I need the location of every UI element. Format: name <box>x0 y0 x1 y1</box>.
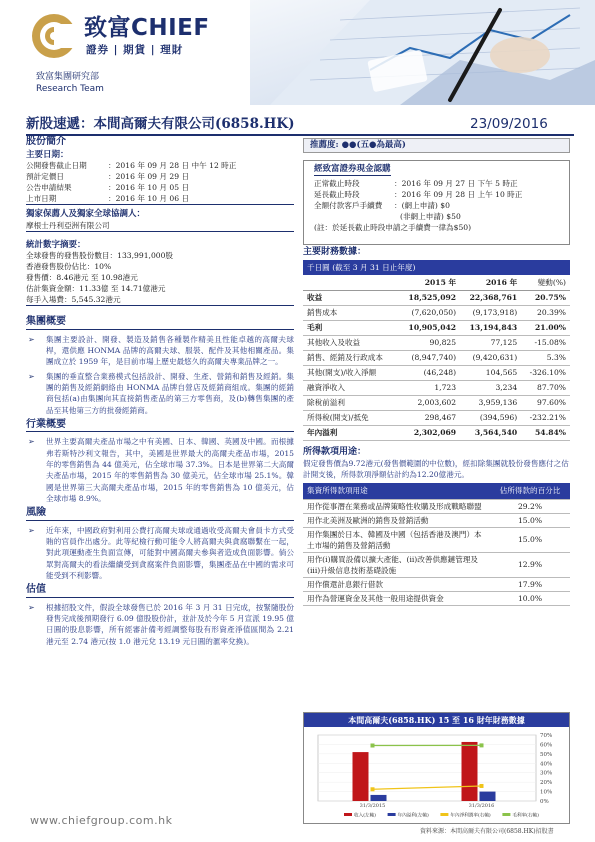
financials-body <box>303 290 570 440</box>
cell-change: -326.10% <box>521 365 570 380</box>
stat-line: 每手入場費：5,545.32港元 <box>26 295 121 305</box>
chief-logo-icon <box>30 12 78 60</box>
industry-point: ➢ 世界主要高爾夫產品市場之中有美國、日本、韓國、英國及中國。而根據弗若斯特沙利文報告，其中，美國是世界最大的高爾夫產品市場，2015 年的零售銷售為 44 億美元，佔全球市場 37.3%。日本是世界第二大高爾夫產品市場，2015 年的零售銷售為 30 億美元，佔全球市場 25.1%。韓國是世界第三大高爾夫產品市場，2015 年的零售銷售為 10 億美元，佔全球市場 8.9%。 <box>26 436 294 504</box>
cell-name: 銷售、經銷及行政成本 <box>303 350 399 365</box>
chart-source: 資料來源：本間高爾夫有限公司(6858.HK)招股書 <box>420 828 554 835</box>
rating-scale: (五●為最高) <box>356 140 406 150</box>
cell-name: 年內溢利 <box>303 425 399 440</box>
col-use: 集資所得款項用途 <box>303 483 490 499</box>
col-2016: 2016 年 <box>460 275 521 290</box>
cell-pct: 17.9% <box>490 577 570 591</box>
key-date-row: 公告申請結果 ：2016 年 10 月 05 日 <box>26 183 190 193</box>
cell-use: 用作償還計息銀行借款 <box>303 577 490 591</box>
tick-label-right: 40% <box>540 761 553 768</box>
table-row <box>303 350 570 365</box>
table-row <box>303 552 570 577</box>
legend-label: 年內淨利潤率(右軸) <box>450 813 491 819</box>
cell-change: 5.3% <box>521 350 570 365</box>
valuation-heading: 估值 <box>26 584 294 598</box>
subscription-row: 正常截止時段 ：2016 年 09 月 27 日 下午 5 時正 <box>314 178 518 188</box>
table-row <box>303 527 570 552</box>
chart-title: 本間高爾夫(6858.HK) 15 至 16 財年財務數據 <box>304 713 569 727</box>
cell-use: 用作北美洲及歐洲的銷售及營銷活動 <box>303 513 490 527</box>
tick-label-right: 30% <box>540 770 553 777</box>
table-row <box>303 380 570 395</box>
col-pct: 佔所得款的百分比 <box>490 483 570 499</box>
profile-heading: 股份簡介 <box>26 136 66 147</box>
bar-profit <box>480 792 496 801</box>
subscription-row: 全額付款客戶手續費 ：(網上申請) $0 <box>314 200 450 210</box>
proceeds-body <box>303 499 570 605</box>
cell-use: 用作從事潛在業務或品牌策略性收購及形成戰略聯盟 <box>303 499 490 513</box>
table-row <box>303 290 570 305</box>
cell-2016: 3,564,540 <box>460 425 521 440</box>
cell-2016: 13,194,843 <box>460 320 521 335</box>
valuation-point: ➢ 根據招股文件，假設全球發售已於 2016 年 3 月 31 日完成，按緊隨股份發售完成後預期發行 6.09 億股股份計，並計及於今年 5 月宣派 19.95 億日圓的股息影響，所有經審計備考經調整每股有形資產淨值區間為 2.21 港元至 2.74 港元(按 1.0 港元兌 13.19 元日圓的滙率兌換)。 <box>26 602 294 647</box>
table-column-row <box>303 275 570 290</box>
cell-name: 收益 <box>303 290 399 305</box>
cell-change: 54.84% <box>521 425 570 440</box>
department-name-en: Research Team <box>36 84 104 94</box>
industry-heading: 行業概要 <box>26 419 294 433</box>
cell-2016: (9,173,918) <box>460 305 521 320</box>
cell-2015: 2,003,602 <box>399 395 460 410</box>
table-row <box>303 320 570 335</box>
cell-2016: 22,368,761 <box>460 290 521 305</box>
sponsor-name: 摩根士丹利亞洲有限公司 <box>26 220 294 232</box>
stats-list <box>26 250 294 306</box>
legend-label: 毛利率(右軸) <box>512 813 539 819</box>
cell-pct: 15.0% <box>490 513 570 527</box>
cell-name: 所得稅(開支)/抵免 <box>303 410 399 425</box>
cell-pct: 12.9% <box>490 552 570 577</box>
cell-name: 毛利 <box>303 320 399 335</box>
cell-2015: 10,905,042 <box>399 320 460 335</box>
cell-change: 21.00% <box>521 320 570 335</box>
subscription-heading: 經致富證券現金認購 <box>314 164 391 174</box>
bar-profit <box>371 795 387 801</box>
proceeds-table <box>303 483 570 606</box>
overview-heading: 集團概要 <box>26 316 294 330</box>
cell-change: -232.21% <box>521 410 570 425</box>
financial-chart <box>303 712 570 824</box>
tick-label-right: 20% <box>540 780 553 787</box>
line-marker <box>480 784 484 788</box>
subscription-box <box>303 160 570 245</box>
legend-swatch <box>344 813 352 816</box>
bar-revenue <box>462 742 478 801</box>
cell-name: 其他(開支)/收入淨額 <box>303 365 399 380</box>
table-row <box>303 395 570 410</box>
legend-swatch <box>440 813 448 816</box>
cell-pct: 29.2% <box>490 499 570 513</box>
cell-2015: 90,825 <box>399 335 460 350</box>
header-hero-image <box>250 0 595 105</box>
legend-label: 收入(左軸) <box>354 813 376 819</box>
tick-label-right: 50% <box>540 751 553 758</box>
cell-change: -15.08% <box>521 335 570 350</box>
stat-line: 估計集資金額：11.33億 至 14.71億港元 <box>26 284 166 294</box>
proceeds-heading: 所得款項用途： <box>303 446 367 457</box>
financials-section <box>303 247 570 606</box>
cell-2016: 3,959,136 <box>460 395 521 410</box>
tick-label-right: 60% <box>540 742 553 749</box>
cell-change: 97.60% <box>521 395 570 410</box>
cell-name: 融資淨收入 <box>303 380 399 395</box>
cell-change: 20.39% <box>521 305 570 320</box>
footer-url[interactable]: www.chiefgroup.com.hk <box>30 814 173 827</box>
table-row <box>303 305 570 320</box>
cell-2015: (46,248) <box>399 365 460 380</box>
chart-canvas <box>304 727 569 823</box>
cell-change: 20.75% <box>521 290 570 305</box>
fee-paper: (非網上申請) $50 <box>400 211 461 221</box>
cell-change: 87.70% <box>521 380 570 395</box>
risk-heading: 風險 <box>26 507 294 521</box>
industry-list <box>26 436 294 504</box>
cell-2015: 1,723 <box>399 380 460 395</box>
sponsor-heading: 獨家保薦人及獨家全球協調人： <box>26 209 146 220</box>
proceeds-intro: 假定發售價為9.72港元(發售價範圍的中位數)，經扣除集團就股份發售應付之估計開支後，所得款項淨額估計約為12.20億港元。 <box>303 459 569 479</box>
cell-2015: (7,620,050) <box>399 305 460 320</box>
tick-label-right: 0% <box>540 799 549 805</box>
stat-line: 發售價：8.46港元 至 10.98港元 <box>26 273 138 283</box>
subscription-note: (註：於延長截止時段申請之手續費一律為$50) <box>314 222 472 232</box>
financials-table <box>303 260 570 441</box>
key-dates-list <box>26 160 294 205</box>
stat-line: 全球發售的發售股份數目：133,991,000股 <box>26 251 174 261</box>
tick-label-right: 10% <box>540 789 553 796</box>
overview-point: ➢ 集團主要設計、開發、製造及銷售各種製作精美且性能卓越的高爾夫球桿，還供應 HONMA 品牌的高爾夫球、服裝、配件及其他相關產品。集團成立於 1959 年，是目前市場上歷史最悠久的高爾夫專業品牌之一。 <box>26 334 294 368</box>
report-title: 新股速遞：本間高爾夫有限公司(6858.HK) <box>26 116 295 132</box>
table-row <box>303 425 570 440</box>
period-label: 千日圓 (截至 3 月 31 日止年度) <box>303 260 570 275</box>
table-row <box>303 513 570 527</box>
table-row <box>303 499 570 513</box>
legend-swatch <box>502 813 510 816</box>
table-header-row <box>303 260 570 275</box>
key-date-row: 預計定價日 ：2016 年 09 月 29 日 <box>26 172 190 182</box>
line-marker <box>371 787 375 791</box>
cell-2016: (9,420,631) <box>460 350 521 365</box>
line-marker <box>371 743 375 747</box>
table-row <box>303 591 570 605</box>
line-marker <box>480 743 484 747</box>
col-change: 變動(%) <box>521 275 570 290</box>
category-label: 31/3/2016 <box>468 803 495 809</box>
key-date-row: 上市日期 ：2016 年 10 月 06 日 <box>26 194 190 204</box>
stat-line: 香港發售股份佔比：10% <box>26 262 112 272</box>
cell-2015: (8,947,740) <box>399 350 460 365</box>
table-header-row <box>303 483 570 499</box>
department-name-zh: 致富集團研究部 <box>36 72 100 82</box>
cell-2015: 18,525,092 <box>399 290 460 305</box>
cell-2016: 3,234 <box>460 380 521 395</box>
report-date: 23/09/2016 <box>470 116 548 132</box>
cell-name: 其他收入及收益 <box>303 335 399 350</box>
table-row <box>303 410 570 425</box>
cell-pct: 15.0% <box>490 527 570 552</box>
key-date-row: 公開發售截止日期 ：2016 年 09 月 28 日 中午 12 時正 <box>26 161 237 171</box>
rating-dots: ●● <box>341 140 357 150</box>
bar-revenue <box>353 752 369 801</box>
brand-tagline: 證券 | 期貨 | 理財 <box>86 44 184 56</box>
table-row <box>303 335 570 350</box>
cell-use: 用作(i)購買設備以擴大產能、(ii)改善供應鏈管理及(iii)升級信息技術基礎設施 <box>303 552 490 577</box>
table-row <box>303 577 570 591</box>
category-label: 31/3/2015 <box>359 803 386 809</box>
tick-label-right: 70% <box>540 733 553 739</box>
cell-name: 銷售成本 <box>303 305 399 320</box>
recommendation-rating <box>303 138 570 153</box>
risk-list <box>26 525 294 581</box>
cell-2015: 298,467 <box>399 410 460 425</box>
col-2015: 2015 年 <box>399 275 460 290</box>
cell-2015: 2,302,069 <box>399 425 460 440</box>
cell-pct: 10.0% <box>490 591 570 605</box>
cell-use: 用作為營運資金及其他一般用途提供資金 <box>303 591 490 605</box>
subscription-row: 延長截止時段 ：2016 年 09 月 28 日 上午 10 時正 <box>314 189 523 199</box>
legend-label: 年內溢利(左軸) <box>397 813 429 819</box>
stats-heading: 統計數字摘要： <box>26 239 86 250</box>
cell-2016: 77,125 <box>460 335 521 350</box>
cell-use: 用作集團於日本、韓國及中國（包括香港及澳門）本土市場的銷售及營銷活動 <box>303 527 490 552</box>
valuation-list <box>26 602 294 647</box>
rating-label: 推薦度: <box>310 140 342 150</box>
left-column <box>26 136 294 650</box>
overview-point: ➢ 集團的垂直整合業務模式包括設計、開發、生產、營銷和銷售及經銷。集團的銷售及經銷網絡由 HONMA 品牌自營店及經銷商組成。集團的經銷商包括(a)由集團向其直接銷售產品的第三方零售商，及(b)轉售集團的產品至其他第三方的批發經銷商。 <box>26 371 294 416</box>
cell-2016: 104,565 <box>460 365 521 380</box>
overview-list <box>26 334 294 416</box>
table-row <box>303 365 570 380</box>
financials-heading: 主要財務數據： <box>303 247 367 257</box>
cell-2016: (394,596) <box>460 410 521 425</box>
risk-point: ➢ 近年來，中國政府對利用公費打高爾夫球或通過收受高爾夫會員卡方式受賄的官員作出處分。此等紀檢行動可能令人將高爾夫與貪腐聯繫在一起，對此項運動產生負面宣傳，可能對中國高爾夫參與者造成負面影響。倘公眾對高爾夫的看法繼續受到貪腐案件負面影響，集團產品在中國的需求可能受到不利影響。 <box>26 525 294 581</box>
legend-swatch <box>388 813 396 816</box>
cell-name: 除稅前溢利 <box>303 395 399 410</box>
brand-name: 致富CHIEF <box>84 15 210 41</box>
key-dates-heading: 主要日期： <box>26 149 69 160</box>
